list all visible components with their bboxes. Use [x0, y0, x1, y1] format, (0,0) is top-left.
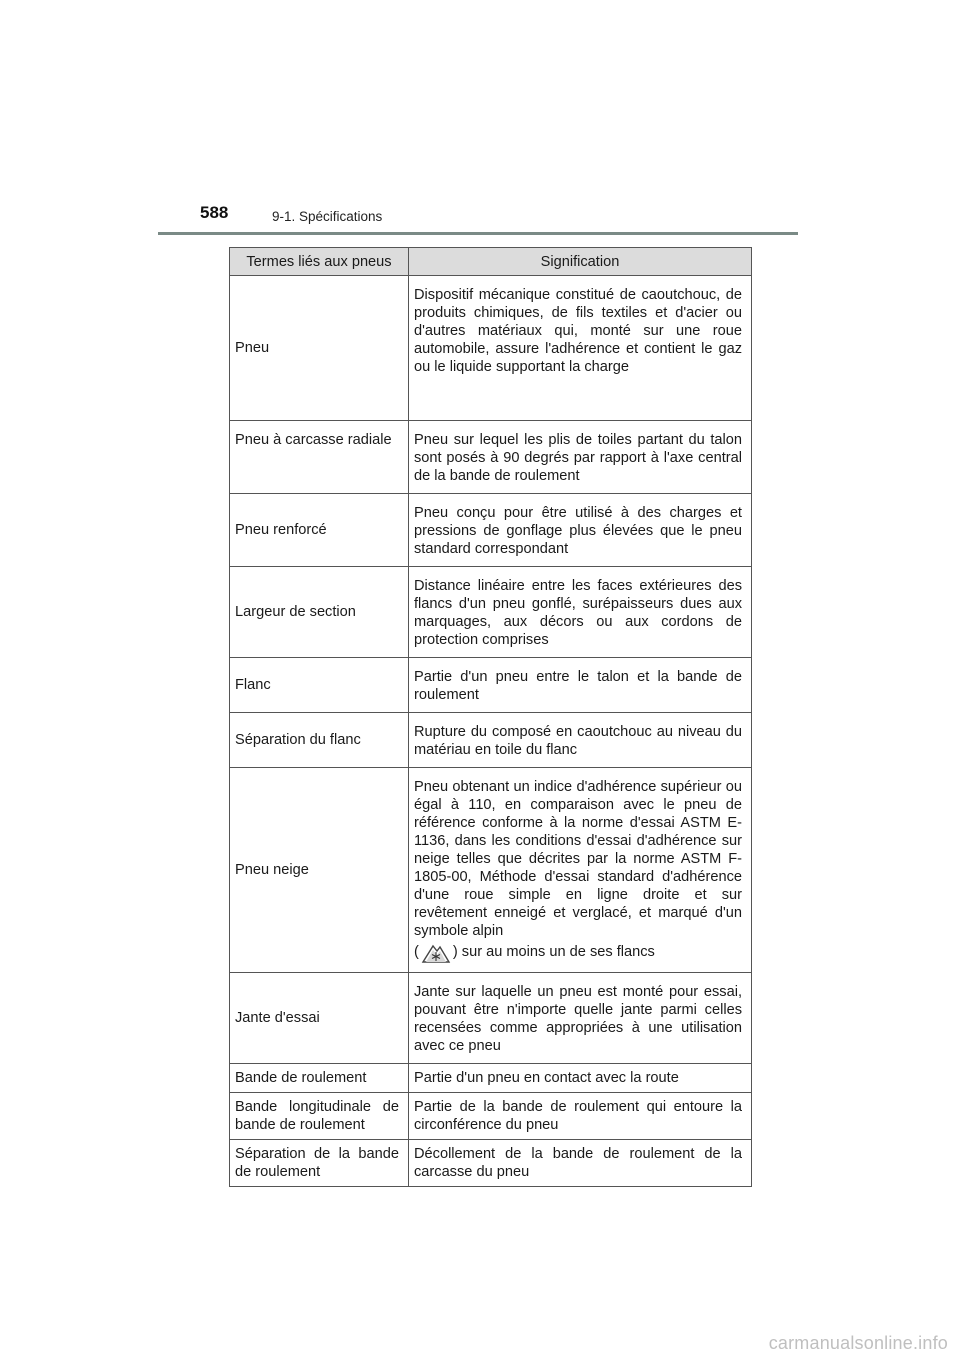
meaning-cell	[409, 713, 752, 768]
meaning-cell: Partie d'un pneu en contact avec la route	[409, 1064, 752, 1093]
paren-open: (	[414, 944, 419, 960]
meaning-text: Distance linéaire entre les faces extérieures des flancs d'un pneu gonflé, surépaisseurs dues aux marquages, aux décors ou aux cordons de protection comprises	[414, 578, 742, 648]
alpine-symbol-line	[414, 940, 655, 964]
table-row	[230, 421, 752, 494]
term-cell: Pneu neige	[230, 768, 409, 973]
watermark: carmanualsonline.info	[768, 1333, 948, 1353]
tire-terms-table	[229, 247, 752, 1187]
meaning-text: Rupture du composé en caoutchouc au niveau du matériau en toile du flanc	[414, 724, 742, 758]
table-row	[230, 567, 752, 658]
term-cell: Bande de roulement	[230, 1064, 409, 1093]
meaning-text: Pneu sur lequel les plis de toiles partant du talon sont posés à 90 degrés par rapport à l'axe central de la bande de roulement	[414, 432, 742, 484]
table-row	[230, 973, 752, 1064]
alpine-text-tail: ) sur au moins un de ses flancs	[452, 944, 655, 960]
table-row	[230, 768, 752, 973]
page-number: 588	[200, 203, 229, 222]
alpine-mountain-snowflake-icon	[421, 940, 451, 964]
meaning-text: Jante sur laquelle un pneu est monté pour essai, pouvant être n'importe quelle jante parmi celles recensées comme appropriées à une utilisation avec ce pneu	[414, 984, 742, 1054]
term-cell: Séparation du flanc	[230, 713, 409, 768]
meaning-cell: Partie de la bande de roulement qui entoure la circonférence du pneu	[409, 1093, 752, 1140]
meaning-cell	[409, 567, 752, 658]
meaning-text-block	[414, 768, 742, 972]
term-cell	[230, 421, 409, 494]
meaning-cell	[409, 658, 752, 713]
term-cell: Pneu	[230, 276, 409, 421]
meaning-text: Pneu obtenant un indice d'adhérence supérieur ou égal à 110, en comparaison avec le pneu de référence conforme à la norme d'essai ASTM E-1136, dans les conditions d'essai d'adhérence sur neige telles que décrites par la norme ASTM F-1805-00, Méthode d'essai standard d'adhérence d'une roue simple en ligne droite et sur revêtement enneigé et verglacé, et marqué d'un symbole alpin	[414, 779, 742, 939]
table-row	[230, 1064, 752, 1093]
term-text: Pneu à carcasse radiale	[235, 432, 392, 448]
term-cell: Pneu renforcé	[230, 494, 409, 567]
table-row	[230, 276, 752, 421]
table-row	[230, 1140, 752, 1187]
table-row	[230, 1093, 752, 1140]
meaning-text: Pneu conçu pour être utilisé à des charges et pressions de gonflage plus élevées que le pneu standard correspondant	[414, 505, 742, 557]
section-title: 9-1. Spécifications	[272, 209, 383, 224]
meaning-text: Partie d'un pneu entre le talon et la bande de roulement	[414, 669, 742, 703]
table-header-row	[230, 248, 752, 276]
meaning-cell	[409, 973, 752, 1064]
meaning-cell: Décollement de la bande de roulement de la carcasse du pneu	[409, 1140, 752, 1187]
meaning-text: Dispositif mécanique constitué de caoutchouc, de produits chimiques, de fils textiles et d'acier ou d'autres matériaux qui, monté sur une roue automobile, assure l'adhérence et contient le gaz ou le liquide supportant la charge	[414, 287, 742, 375]
meaning-cell	[409, 768, 752, 973]
term-cell: Jante d'essai	[230, 973, 409, 1064]
header-rule	[158, 232, 798, 235]
table-row	[230, 494, 752, 567]
table-row	[230, 713, 752, 768]
meaning-cell	[409, 276, 752, 421]
column-header-term: Termes liés aux pneus	[230, 248, 409, 276]
column-header-meaning: Signification	[409, 248, 752, 276]
meaning-cell	[409, 494, 752, 567]
term-cell: Bande longitudinale de bande de roulement	[230, 1093, 409, 1140]
meaning-cell	[409, 421, 752, 494]
term-cell: Séparation de la bande de roulement	[230, 1140, 409, 1187]
term-cell: Flanc	[230, 658, 409, 713]
term-cell: Largeur de section	[230, 567, 409, 658]
table-row	[230, 658, 752, 713]
